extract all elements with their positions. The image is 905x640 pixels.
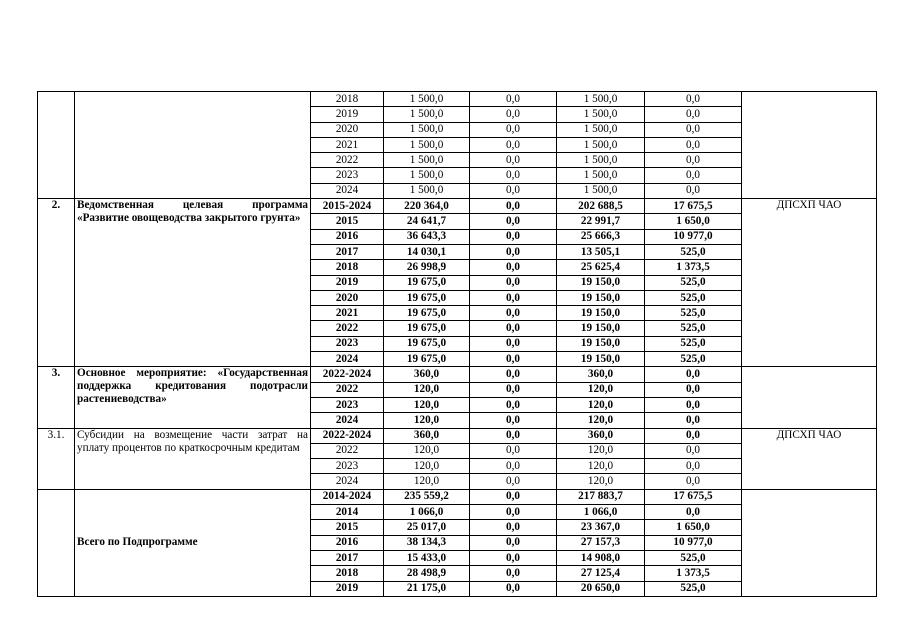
year-cell: 2024	[311, 352, 384, 367]
other-cell: 0,0	[645, 92, 742, 107]
regional-cell: 120,0	[557, 397, 645, 412]
federal-cell: 0,0	[470, 474, 557, 489]
federal-cell: 0,0	[470, 244, 557, 259]
other-cell: 525,0	[645, 321, 742, 336]
federal-cell: 0,0	[470, 489, 557, 504]
federal-cell: 0,0	[470, 229, 557, 244]
regional-cell: 19 150,0	[557, 306, 645, 321]
other-cell: 1 650,0	[645, 520, 742, 535]
regional-cell: 19 150,0	[557, 290, 645, 305]
regional-cell: 25 625,4	[557, 260, 645, 275]
table-row	[38, 92, 877, 107]
other-cell: 10 977,0	[645, 535, 742, 550]
other-cell: 0,0	[645, 367, 742, 382]
other-cell: 0,0	[645, 137, 742, 152]
total-cell: 120,0	[384, 397, 470, 412]
regional-cell: 27 125,4	[557, 566, 645, 581]
federal-cell: 0,0	[470, 397, 557, 412]
total-cell: 120,0	[384, 459, 470, 474]
row-index	[38, 489, 75, 596]
year-cell: 2019	[311, 107, 384, 122]
row-index	[38, 92, 75, 199]
federal-cell: 0,0	[470, 122, 557, 137]
regional-cell: 19 150,0	[557, 336, 645, 351]
regional-cell: 22 991,7	[557, 214, 645, 229]
total-cell: 15 433,0	[384, 550, 470, 565]
year-cell: 2018	[311, 260, 384, 275]
total-cell: 36 643,3	[384, 229, 470, 244]
regional-cell: 1 500,0	[557, 168, 645, 183]
other-cell: 10 977,0	[645, 229, 742, 244]
total-cell: 360,0	[384, 367, 470, 382]
year-cell: 2020	[311, 290, 384, 305]
federal-cell: 0,0	[470, 336, 557, 351]
executor-cell: ДПСХП ЧАО	[742, 428, 877, 489]
other-cell: 525,0	[645, 336, 742, 351]
regional-cell: 1 500,0	[557, 122, 645, 137]
regional-cell: 13 505,1	[557, 244, 645, 259]
other-cell: 0,0	[645, 413, 742, 428]
other-cell: 0,0	[645, 459, 742, 474]
regional-cell: 1 066,0	[557, 505, 645, 520]
other-cell: 525,0	[645, 244, 742, 259]
regional-cell: 19 150,0	[557, 275, 645, 290]
year-cell: 2015-2024	[311, 199, 384, 214]
regional-cell: 1 500,0	[557, 137, 645, 152]
federal-cell: 0,0	[470, 260, 557, 275]
regional-cell: 25 666,3	[557, 229, 645, 244]
other-cell: 0,0	[645, 183, 742, 198]
regional-cell: 120,0	[557, 413, 645, 428]
other-cell: 1 373,5	[645, 260, 742, 275]
regional-cell: 1 500,0	[557, 92, 645, 107]
federal-cell: 0,0	[470, 199, 557, 214]
table-row	[38, 428, 877, 443]
budget-table	[37, 91, 877, 597]
total-cell: 120,0	[384, 474, 470, 489]
federal-cell: 0,0	[470, 413, 557, 428]
total-cell: 19 675,0	[384, 321, 470, 336]
regional-cell: 217 883,7	[557, 489, 645, 504]
budget-table-body	[38, 92, 877, 597]
federal-cell: 0,0	[470, 520, 557, 535]
federal-cell: 0,0	[470, 428, 557, 443]
executor-cell: ДПСХП ЧАО	[742, 199, 877, 367]
year-cell: 2015	[311, 520, 384, 535]
other-cell: 17 675,5	[645, 489, 742, 504]
year-cell: 2019	[311, 275, 384, 290]
year-cell: 2022	[311, 153, 384, 168]
table-row	[38, 367, 877, 382]
total-cell: 14 030,1	[384, 244, 470, 259]
other-cell: 1 373,5	[645, 566, 742, 581]
total-cell: 1 066,0	[384, 505, 470, 520]
regional-cell: 120,0	[557, 443, 645, 458]
program-name: Субсидии на возмещение части затрат на уплату процентов по краткосрочным кредитам	[75, 428, 311, 489]
total-cell: 38 134,3	[384, 535, 470, 550]
other-cell: 1 650,0	[645, 214, 742, 229]
year-cell: 2019	[311, 581, 384, 596]
federal-cell: 0,0	[470, 566, 557, 581]
executor-cell	[742, 92, 877, 199]
year-cell: 2016	[311, 229, 384, 244]
other-cell: 17 675,5	[645, 199, 742, 214]
regional-cell: 1 500,0	[557, 107, 645, 122]
regional-cell: 14 908,0	[557, 550, 645, 565]
year-cell: 2023	[311, 168, 384, 183]
row-index: 3.1.	[38, 428, 75, 489]
federal-cell: 0,0	[470, 550, 557, 565]
total-cell: 28 498,9	[384, 566, 470, 581]
regional-cell: 202 688,5	[557, 199, 645, 214]
regional-cell: 1 500,0	[557, 183, 645, 198]
total-cell: 1 500,0	[384, 183, 470, 198]
other-cell: 0,0	[645, 428, 742, 443]
regional-cell: 1 500,0	[557, 153, 645, 168]
year-cell: 2022-2024	[311, 367, 384, 382]
federal-cell: 0,0	[470, 275, 557, 290]
total-cell: 25 017,0	[384, 520, 470, 535]
other-cell: 525,0	[645, 352, 742, 367]
regional-cell: 120,0	[557, 459, 645, 474]
total-cell: 120,0	[384, 413, 470, 428]
federal-cell: 0,0	[470, 183, 557, 198]
federal-cell: 0,0	[470, 382, 557, 397]
other-cell: 525,0	[645, 306, 742, 321]
federal-cell: 0,0	[470, 505, 557, 520]
regional-cell: 20 650,0	[557, 581, 645, 596]
program-name	[75, 92, 311, 199]
other-cell: 525,0	[645, 275, 742, 290]
program-name: Ведомственная целевая программа «Развитие овощеводства закрытого грунта»	[75, 199, 311, 367]
total-cell: 26 998,9	[384, 260, 470, 275]
table-row	[38, 489, 877, 504]
regional-cell: 19 150,0	[557, 352, 645, 367]
other-cell: 0,0	[645, 168, 742, 183]
federal-cell: 0,0	[470, 168, 557, 183]
federal-cell: 0,0	[470, 321, 557, 336]
year-cell: 2016	[311, 535, 384, 550]
total-cell: 19 675,0	[384, 306, 470, 321]
program-name: Основное мероприятие: «Государственная поддержка кредитования подотрасли растениеводства»	[75, 367, 311, 428]
regional-cell: 19 150,0	[557, 321, 645, 336]
federal-cell: 0,0	[470, 214, 557, 229]
regional-cell: 120,0	[557, 474, 645, 489]
federal-cell: 0,0	[470, 352, 557, 367]
total-cell: 1 500,0	[384, 153, 470, 168]
total-cell: 19 675,0	[384, 275, 470, 290]
year-cell: 2015	[311, 214, 384, 229]
row-index: 3.	[38, 367, 75, 428]
table-row	[38, 199, 877, 214]
total-cell: 19 675,0	[384, 352, 470, 367]
year-cell: 2017	[311, 244, 384, 259]
row-index: 2.	[38, 199, 75, 367]
federal-cell: 0,0	[470, 535, 557, 550]
regional-cell: 120,0	[557, 382, 645, 397]
federal-cell: 0,0	[470, 306, 557, 321]
executor-cell	[742, 367, 877, 428]
other-cell: 525,0	[645, 550, 742, 565]
regional-cell: 360,0	[557, 428, 645, 443]
total-cell: 1 500,0	[384, 168, 470, 183]
year-cell: 2014	[311, 505, 384, 520]
total-cell: 360,0	[384, 428, 470, 443]
total-cell: 1 500,0	[384, 122, 470, 137]
other-cell: 0,0	[645, 122, 742, 137]
other-cell: 0,0	[645, 505, 742, 520]
year-cell: 2024	[311, 413, 384, 428]
federal-cell: 0,0	[470, 581, 557, 596]
total-cell: 1 500,0	[384, 107, 470, 122]
regional-cell: 23 367,0	[557, 520, 645, 535]
total-cell: 120,0	[384, 382, 470, 397]
regional-cell: 360,0	[557, 367, 645, 382]
total-cell: 21 175,0	[384, 581, 470, 596]
year-cell: 2021	[311, 306, 384, 321]
total-cell: 24 641,7	[384, 214, 470, 229]
year-cell: 2022	[311, 321, 384, 336]
total-cell: 220 364,0	[384, 199, 470, 214]
other-cell: 0,0	[645, 474, 742, 489]
year-cell: 2022	[311, 382, 384, 397]
year-cell: 2023	[311, 336, 384, 351]
year-cell: 2021	[311, 137, 384, 152]
year-cell: 2018	[311, 92, 384, 107]
year-cell: 2023	[311, 459, 384, 474]
year-cell: 2020	[311, 122, 384, 137]
year-cell: 2024	[311, 474, 384, 489]
federal-cell: 0,0	[470, 107, 557, 122]
total-cell: 19 675,0	[384, 336, 470, 351]
year-cell: 2014-2024	[311, 489, 384, 504]
year-cell: 2018	[311, 566, 384, 581]
total-cell: 19 675,0	[384, 290, 470, 305]
year-cell: 2023	[311, 397, 384, 412]
federal-cell: 0,0	[470, 290, 557, 305]
other-cell: 0,0	[645, 443, 742, 458]
regional-cell: 27 157,3	[557, 535, 645, 550]
year-cell: 2022	[311, 443, 384, 458]
total-cell: 1 500,0	[384, 137, 470, 152]
year-cell: 2022-2024	[311, 428, 384, 443]
federal-cell: 0,0	[470, 443, 557, 458]
federal-cell: 0,0	[470, 153, 557, 168]
other-cell: 0,0	[645, 382, 742, 397]
executor-cell	[742, 489, 877, 596]
federal-cell: 0,0	[470, 137, 557, 152]
year-cell: 2024	[311, 183, 384, 198]
total-cell: 120,0	[384, 443, 470, 458]
program-name: Всего по Подпрограмме	[75, 489, 311, 596]
year-cell: 2017	[311, 550, 384, 565]
federal-cell: 0,0	[470, 367, 557, 382]
federal-cell: 0,0	[470, 92, 557, 107]
other-cell: 0,0	[645, 397, 742, 412]
federal-cell: 0,0	[470, 459, 557, 474]
other-cell: 0,0	[645, 153, 742, 168]
other-cell: 525,0	[645, 581, 742, 596]
other-cell: 0,0	[645, 107, 742, 122]
other-cell: 525,0	[645, 290, 742, 305]
total-cell: 1 500,0	[384, 92, 470, 107]
total-cell: 235 559,2	[384, 489, 470, 504]
